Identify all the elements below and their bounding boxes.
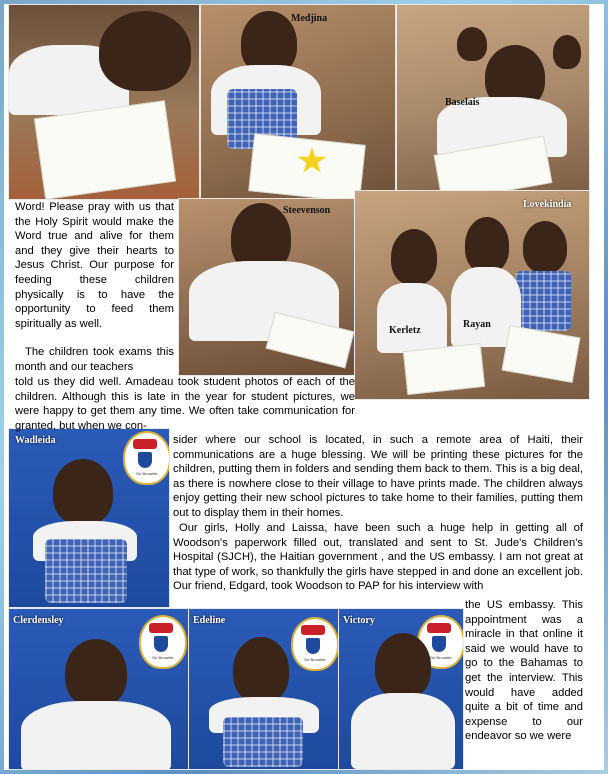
desk-paper-2 — [502, 325, 581, 383]
photo-edeline — [188, 608, 340, 770]
crest-shield-3 — [306, 638, 320, 654]
photo-baselais — [396, 4, 590, 200]
classmate-head — [457, 27, 487, 61]
exams-wide-text: told us they did well. Amadeau took student photos of each of the children. Although this is late in the year for student pictures, we were happy to get them any time. We often take communication for granted, but when we con- — [15, 376, 355, 432]
photo-boy-writing — [8, 4, 200, 200]
crest-text-4: De Brouette — [430, 655, 452, 660]
desk-paper — [403, 343, 485, 395]
lovekindia-uniform — [515, 271, 571, 331]
crest-shield-2 — [154, 636, 168, 652]
steevenson-paper — [266, 312, 355, 369]
crest-banner-3 — [301, 625, 325, 635]
photo-wadleida — [8, 428, 170, 608]
lovekindia-head — [523, 221, 567, 273]
crest-banner-2 — [149, 623, 173, 633]
victory-shirt — [351, 693, 455, 769]
caption-rayan: Rayan — [463, 319, 491, 330]
wadleida-head — [53, 459, 113, 525]
kerletz-shirt — [377, 283, 447, 353]
caption-baselais: Baselais — [445, 97, 480, 108]
caption-medjina: Medjina — [291, 13, 328, 24]
exams-intro-text: The children took exams this month and our teachers — [15, 346, 174, 373]
paragraph-woodson — [173, 521, 583, 594]
caption-steevenson: Steevenson — [283, 205, 331, 216]
crest-shield — [138, 452, 152, 468]
caption-victory: Victory — [343, 615, 375, 626]
edeline-head — [233, 637, 289, 703]
crest-text-3: De Brouette — [304, 657, 326, 662]
crest-banner-4 — [427, 623, 451, 633]
boy-head — [99, 11, 191, 91]
crest-text-2: De Brouette — [152, 655, 174, 660]
caption-edeline: Edeline — [193, 615, 226, 626]
paragraph-communications — [173, 433, 583, 521]
photo-clerdensley — [8, 608, 190, 770]
crest-text: De Brouette — [136, 471, 158, 476]
caption-lovekindia: Lovekindia — [523, 199, 572, 210]
kerletz-head — [391, 229, 437, 285]
photo-steevenson — [178, 198, 356, 376]
photo-classroom-group — [354, 190, 590, 400]
prayer-text: Word! Please pray with us that the Holy Spirit would make the Word true and alive for them and they give their hearts to Jesus Christ. Our purpose for feeding these children physically is to have the opportunity to feed them spiritually as well. — [15, 201, 174, 330]
clerdensley-head — [65, 639, 127, 707]
caption-clerdensley: Clerdensley — [13, 615, 64, 626]
crest-shield-4 — [432, 636, 446, 652]
photo-victory — [338, 608, 464, 770]
embassy-text: the US embassy. This appointment was a miracle in that online it said we would have to go to the Bahamas to get the interview. This would have added quite a bit of time and expense to our endeavor so we were — [465, 599, 583, 743]
edeline-uniform — [223, 717, 303, 767]
crest-banner — [133, 439, 157, 449]
woodson-text: Our girls, Holly and Laissa, have been such a huge help in getting all of Woodson's paperwork filled out, translated and sent to St. Jude's Children's Hospital (SJCH), the Haitian government , and the US embassy. I am not great at that type of work, so thankfully the girls have stepped in and done an excellent job. Our friend, Edgard, took Woodson to PAP for his interview with — [173, 522, 583, 593]
rayan-head — [465, 217, 509, 273]
school-crest-3 — [291, 617, 339, 671]
school-crest-2 — [139, 615, 187, 669]
paragraph-embassy — [465, 598, 583, 744]
caption-kerletz: Kerletz — [389, 325, 421, 336]
classmate-head-2 — [553, 35, 581, 69]
paragraph-exams-intro — [15, 345, 174, 374]
school-crest — [123, 431, 170, 485]
caption-wadleida: Wadleida — [15, 435, 56, 446]
clerdensley-shirt — [21, 701, 171, 770]
communications-text: sider where our school is located, in such a remote area of Haiti, their communications are a huge blessing. We will be printing these pictures for the children, putting them in folders and sending them back to them. This is a big deal, as there is nowhere close to their village to have prints made. The children always enjoy getting their new school pictures to take home to their families, putting them out to display them in their homes. — [173, 434, 583, 519]
paragraph-exams-wide — [15, 375, 355, 433]
victory-head — [375, 633, 431, 699]
paragraph-prayer — [15, 200, 174, 331]
photo-medjina — [200, 4, 396, 200]
open-book — [34, 100, 176, 200]
wadleida-uniform — [45, 539, 127, 603]
